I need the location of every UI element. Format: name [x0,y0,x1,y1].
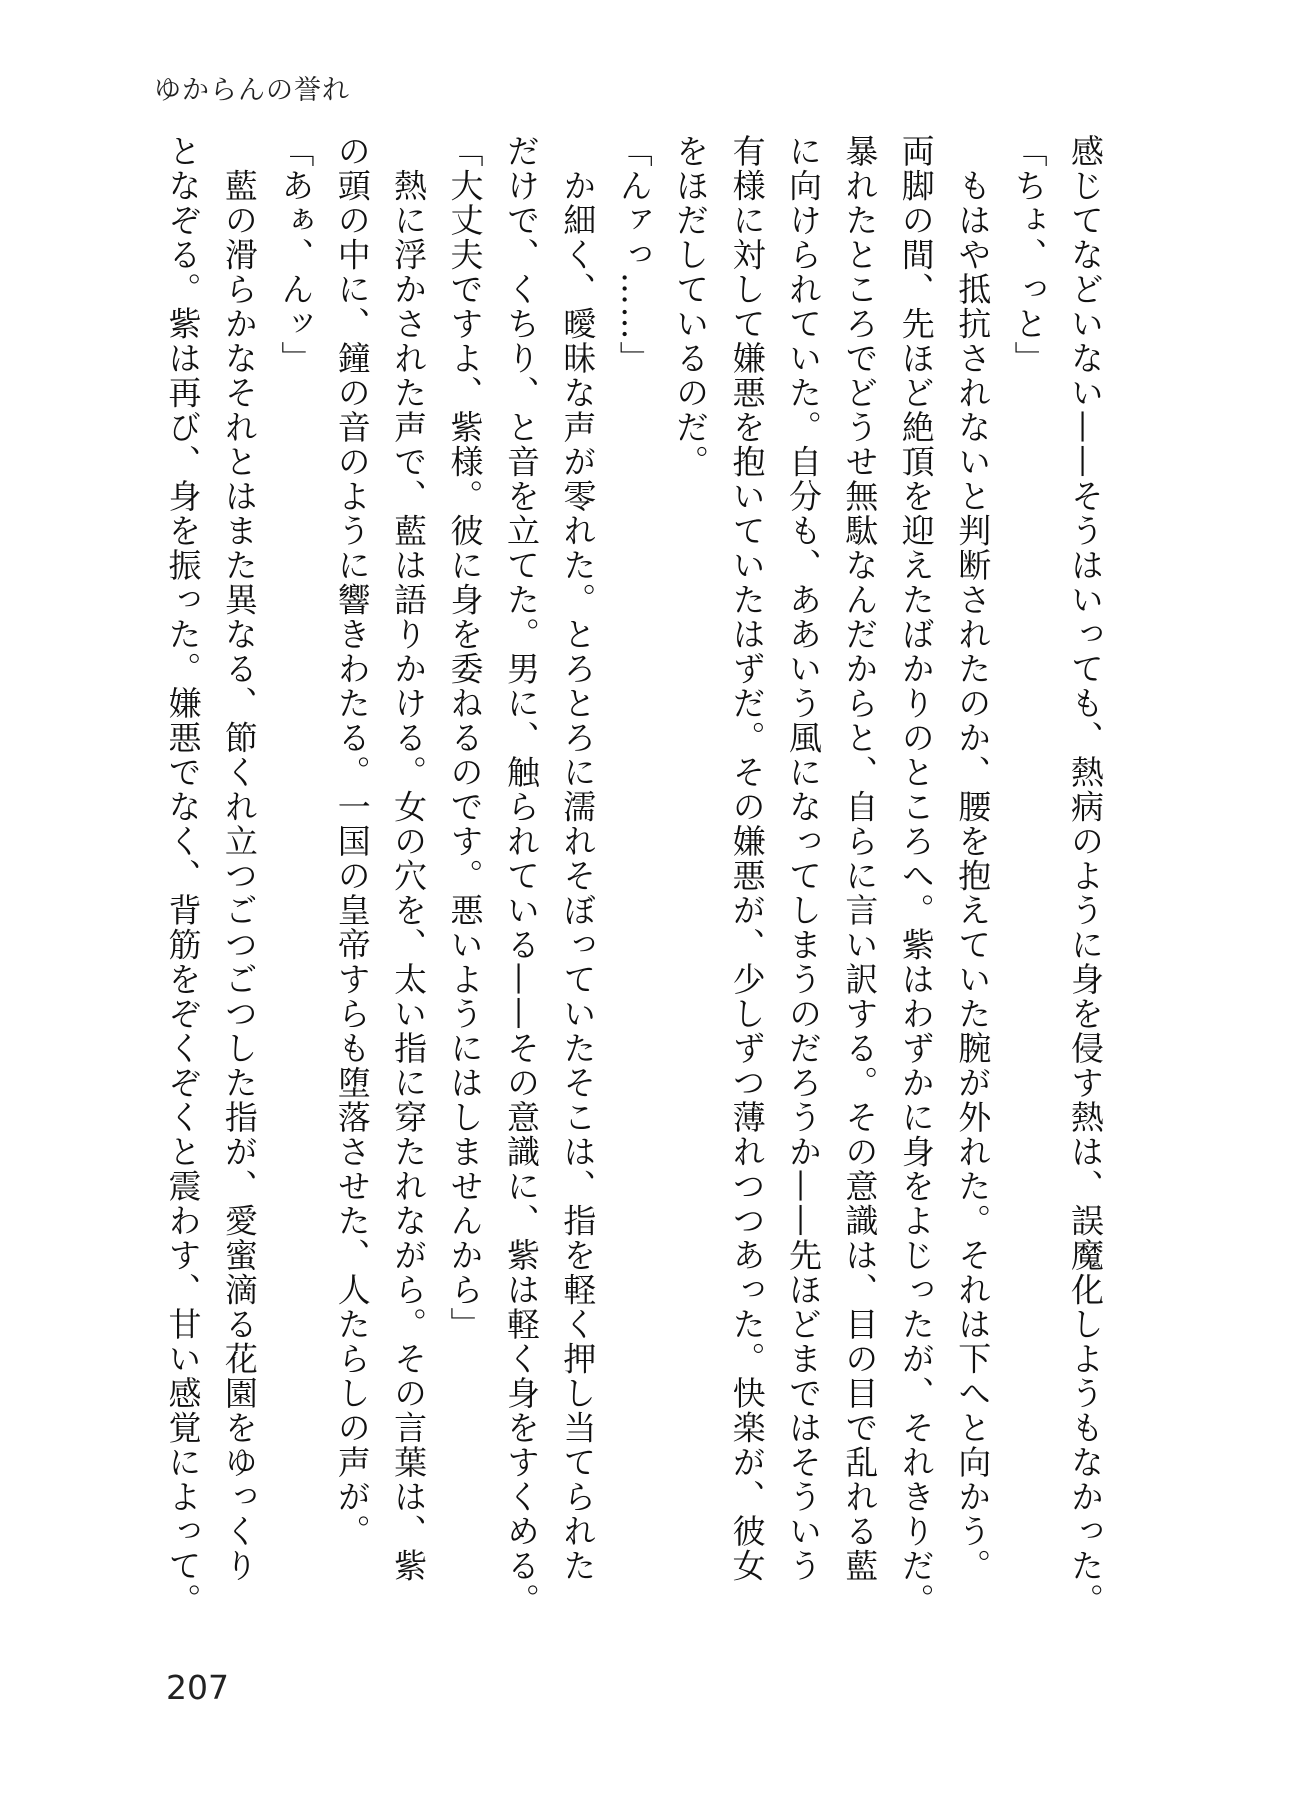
text-line: 感じてなどいない——そうはいっても、熱病のように身を侵す熱は、誤魔化しようもなかった。 [1066,134,1105,1618]
text-line: だけで、くちり、と音を立てた。男に、触られている——その意識に、紫は軽く身をすくめる。 [501,134,541,1618]
running-header: ゆからんの誉れ [154,75,350,106]
text-line: もはや抵抗されないと判断されたのか、腰を抱えていた腕が外れた。それは下へと向かう。 [953,134,993,1583]
text-line: をほだしているのだ。 [671,134,711,479]
text-line: か細く、曖昧な声が零れた。とろとろに濡れそぼっていたそこは、指を軽く押し当てられた [558,134,598,1583]
text-line: 「んァっ……」 [614,134,654,376]
text-line: 藍の滑らかなそれとはまた異なる、節くれ立つごつごつした指が、愛蜜滴る花園をゆっくり [219,134,259,1583]
text-line: 「ちょ、っと」 [1009,134,1049,376]
text-line: 暴れたところでどうせ無駄なんだからと、自らに言い訳する。その意識は、目の目で乱れる藍 [840,134,880,1583]
page-number: 207 [166,1668,229,1707]
text-line: に向けられていた。自分も、ああいう風になってしまうのだろうか——先ほどまではそういう [783,134,823,1583]
text-line: 両脚の間、先ほど絶頂を迎えたばかりのところへ。紫はわずかに身をよじったが、それきりだ。 [896,134,936,1618]
text-line: となぞる。紫は再び、身を振った。嫌悪でなく、背筋をぞくぞくと震わす、甘い感覚によって。 [163,134,203,1618]
text-line: 熱に浮かされた声で、藍は語りかける。女の穴を、太い指に穿たれながら。その言葉は、紫 [389,134,429,1583]
text-line: の頭の中に、鐘の音のように響きわたる。一国の皇帝すらも堕落させた、人たらしの声が。 [332,134,372,1549]
text-line: 「あぁ、んッ」 [276,134,316,376]
text-line: 「大丈夫ですよ、紫様。彼に身を委ねるのです。悪いようにはしませんから」 [445,134,485,1342]
body-text [154,134,1113,1634]
text-line: 有様に対して嫌悪を抱いていたはずだ。その嫌悪が、少しずつ薄れつつあった。快楽が、彼女 [727,134,767,1583]
